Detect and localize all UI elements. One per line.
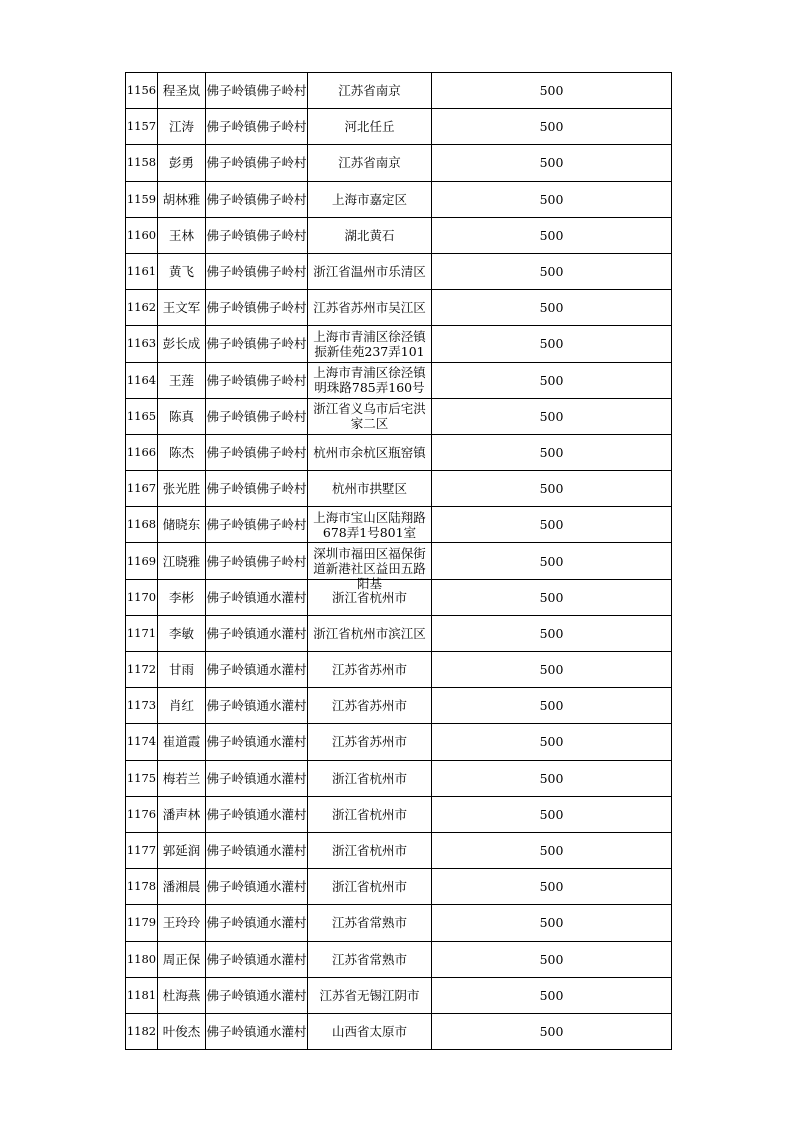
village-name: 佛子岭镇佛子岭村 — [206, 444, 307, 460]
person-name-cell — [158, 543, 206, 579]
amount: 500 — [539, 662, 564, 678]
row-number: 1165 — [126, 408, 157, 423]
row-number-cell — [126, 326, 158, 362]
village-name-cell — [206, 941, 308, 977]
row-number-cell — [126, 145, 158, 181]
amount-cell — [432, 73, 672, 109]
row-number-cell — [126, 217, 158, 253]
address: 浙江省杭州市 — [331, 879, 407, 895]
row-number: 1162 — [126, 300, 157, 315]
village-name: 佛子岭镇佛子岭村 — [206, 553, 307, 569]
person-name: 王林 — [168, 227, 194, 243]
person-name-cell — [158, 434, 206, 470]
village-name: 佛子岭镇佛子岭村 — [206, 481, 307, 497]
address-cell — [308, 217, 432, 253]
table-row — [126, 977, 672, 1013]
address-cell — [308, 471, 432, 507]
address-cell — [308, 434, 432, 470]
amount-cell — [432, 1013, 672, 1049]
amount: 500 — [539, 698, 564, 714]
table-row — [126, 796, 672, 832]
table-row — [126, 217, 672, 253]
amount-cell — [432, 760, 672, 796]
row-number-cell — [126, 507, 158, 543]
table-row — [126, 290, 672, 326]
row-number: 1158 — [126, 155, 157, 170]
village-name-cell — [206, 977, 308, 1013]
village-name: 佛子岭镇佛子岭村 — [206, 372, 307, 388]
village-name-cell — [206, 290, 308, 326]
village-name: 佛子岭镇通水灌村 — [206, 625, 307, 641]
village-name-cell — [206, 615, 308, 651]
row-number-cell — [126, 362, 158, 398]
amount: 500 — [539, 915, 564, 931]
address-cell — [308, 832, 432, 868]
row-number: 1173 — [126, 698, 157, 713]
table-row — [126, 543, 672, 579]
row-number-cell — [126, 543, 158, 579]
row-number-cell — [126, 73, 158, 109]
row-number-cell — [126, 977, 158, 1013]
village-name-cell — [206, 543, 308, 579]
address: 江苏省常熟市 — [331, 915, 407, 931]
amount: 500 — [539, 155, 564, 171]
table-row — [126, 73, 672, 109]
row-number-cell — [126, 471, 158, 507]
village-name: 佛子岭镇佛子岭村 — [206, 155, 307, 171]
amount-cell — [432, 145, 672, 181]
roster-table — [125, 72, 672, 1050]
village-name-cell — [206, 724, 308, 760]
row-number: 1180 — [126, 951, 157, 966]
row-number: 1176 — [126, 806, 157, 821]
village-name: 佛子岭镇通水灌村 — [206, 806, 307, 822]
village-name: 佛子岭镇佛子岭村 — [206, 119, 307, 135]
person-name-cell — [158, 109, 206, 145]
village-name: 佛子岭镇佛子岭村 — [206, 517, 307, 533]
row-number-cell — [126, 398, 158, 434]
amount-cell — [432, 109, 672, 145]
person-name-cell — [158, 471, 206, 507]
row-number-cell — [126, 579, 158, 615]
row-number: 1159 — [126, 191, 157, 206]
village-name-cell — [206, 181, 308, 217]
village-name: 佛子岭镇佛子岭村 — [206, 227, 307, 243]
amount: 500 — [539, 879, 564, 895]
person-name-cell — [158, 326, 206, 362]
amount-cell — [432, 181, 672, 217]
row-number: 1171 — [126, 625, 157, 640]
village-name-cell — [206, 652, 308, 688]
address-cell — [308, 326, 432, 362]
address: 浙江省杭州市 — [331, 806, 407, 822]
address-cell — [308, 977, 432, 1013]
row-number-cell — [126, 652, 158, 688]
address: 江苏省苏州市 — [331, 734, 407, 750]
village-name-cell — [206, 145, 308, 181]
amount-cell — [432, 579, 672, 615]
amount: 500 — [539, 770, 564, 786]
village-name: 佛子岭镇通水灌村 — [206, 1023, 307, 1039]
person-name: 周正保 — [162, 951, 201, 967]
amount: 500 — [539, 408, 564, 424]
amount: 500 — [539, 264, 564, 280]
table-row — [126, 869, 672, 905]
person-name: 彭勇 — [168, 155, 194, 171]
amount-cell — [432, 615, 672, 651]
address: 江苏省无锡江阴市 — [319, 987, 420, 1003]
village-name: 佛子岭镇通水灌村 — [206, 589, 307, 605]
person-name: 程圣岚 — [162, 83, 201, 99]
person-name-cell — [158, 832, 206, 868]
person-name-cell — [158, 688, 206, 724]
village-name: 佛子岭镇通水灌村 — [206, 879, 307, 895]
address: 浙江省杭州市 — [331, 843, 407, 859]
table-row — [126, 253, 672, 289]
village-name: 佛子岭镇通水灌村 — [206, 951, 307, 967]
row-number-cell — [126, 760, 158, 796]
amount: 500 — [539, 589, 564, 605]
village-name: 佛子岭镇通水灌村 — [206, 662, 307, 678]
village-name-cell — [206, 109, 308, 145]
amount: 500 — [539, 1023, 564, 1039]
table-row — [126, 615, 672, 651]
person-name-cell — [158, 905, 206, 941]
table-row — [126, 109, 672, 145]
village-name-cell — [206, 796, 308, 832]
person-name: 彭长成 — [162, 336, 201, 352]
table-row — [126, 724, 672, 760]
row-number: 1172 — [126, 662, 157, 677]
person-name: 郭延润 — [162, 843, 201, 859]
row-number-cell — [126, 905, 158, 941]
address: 浙江省温州市乐清区 — [313, 264, 426, 280]
table-row — [126, 471, 672, 507]
person-name: 储晓东 — [162, 517, 201, 533]
address-cell — [308, 290, 432, 326]
row-number-cell — [126, 253, 158, 289]
address: 杭州市拱墅区 — [331, 481, 407, 497]
row-number-cell — [126, 832, 158, 868]
amount: 500 — [539, 481, 564, 497]
row-number-cell — [126, 290, 158, 326]
amount-cell — [432, 471, 672, 507]
address-cell — [308, 869, 432, 905]
address: 江苏省南京 — [338, 155, 401, 171]
address: 浙江省义乌市后宅洪家二区 — [313, 401, 426, 432]
row-number-cell — [126, 688, 158, 724]
amount: 500 — [539, 336, 564, 352]
person-name-cell — [158, 652, 206, 688]
person-name: 杜海燕 — [162, 987, 201, 1003]
amount: 500 — [539, 191, 564, 207]
amount: 500 — [539, 734, 564, 750]
table-row — [126, 362, 672, 398]
village-name-cell — [206, 362, 308, 398]
row-number: 1177 — [126, 843, 157, 858]
table-row — [126, 579, 672, 615]
amount: 500 — [539, 372, 564, 388]
amount: 500 — [539, 843, 564, 859]
address: 杭州市余杭区瓶窑镇 — [313, 444, 426, 460]
amount-cell — [432, 977, 672, 1013]
address-cell — [308, 615, 432, 651]
person-name: 江涛 — [168, 119, 194, 135]
address: 江苏省常熟市 — [331, 951, 407, 967]
village-name-cell — [206, 688, 308, 724]
row-number-cell — [126, 109, 158, 145]
address: 上海市宝山区陆翔路678弄1号801室 — [313, 509, 426, 540]
address-cell — [308, 145, 432, 181]
address: 山西省太原市 — [331, 1023, 407, 1039]
person-name-cell — [158, 796, 206, 832]
person-name-cell — [158, 507, 206, 543]
address-cell — [308, 905, 432, 941]
row-number: 1166 — [126, 444, 157, 459]
village-name-cell — [206, 905, 308, 941]
person-name: 江晓雅 — [162, 553, 201, 569]
row-number: 1181 — [126, 987, 157, 1002]
amount-cell — [432, 362, 672, 398]
amount-cell — [432, 326, 672, 362]
address-cell — [308, 507, 432, 543]
address-cell — [308, 398, 432, 434]
address-cell — [308, 760, 432, 796]
village-name: 佛子岭镇佛子岭村 — [206, 83, 307, 99]
table-row — [126, 434, 672, 470]
amount: 500 — [539, 119, 564, 135]
village-name-cell — [206, 253, 308, 289]
amount-cell — [432, 398, 672, 434]
village-name-cell — [206, 579, 308, 615]
amount-cell — [432, 796, 672, 832]
address: 深圳市福田区福保街道新港社区益田五路阳基 — [313, 546, 426, 592]
village-name-cell — [206, 471, 308, 507]
amount: 500 — [539, 951, 564, 967]
amount: 500 — [539, 83, 564, 99]
village-name-cell — [206, 398, 308, 434]
amount: 500 — [539, 987, 564, 1003]
person-name-cell — [158, 290, 206, 326]
person-name: 梅若兰 — [162, 770, 201, 786]
village-name: 佛子岭镇通水灌村 — [206, 987, 307, 1003]
village-name: 佛子岭镇通水灌村 — [206, 698, 307, 714]
row-number-cell — [126, 615, 158, 651]
village-name: 佛子岭镇佛子岭村 — [206, 408, 307, 424]
village-name-cell — [206, 217, 308, 253]
address: 江苏省苏州市 — [331, 662, 407, 678]
village-name-cell — [206, 507, 308, 543]
village-name-cell — [206, 869, 308, 905]
row-number: 1178 — [126, 879, 157, 894]
person-name: 王玲玲 — [162, 915, 201, 931]
person-name-cell — [158, 760, 206, 796]
row-number-cell — [126, 869, 158, 905]
address: 江苏省苏州市吴江区 — [313, 300, 426, 316]
address-cell — [308, 724, 432, 760]
row-number: 1174 — [126, 734, 157, 749]
village-name-cell — [206, 832, 308, 868]
address: 江苏省苏州市 — [331, 698, 407, 714]
table-row — [126, 652, 672, 688]
amount: 500 — [539, 444, 564, 460]
address: 浙江省杭州市 — [331, 770, 407, 786]
address-cell — [308, 652, 432, 688]
person-name-cell — [158, 724, 206, 760]
person-name: 叶俊杰 — [162, 1023, 201, 1039]
amount-cell — [432, 941, 672, 977]
row-number-cell — [126, 796, 158, 832]
address: 上海市青浦区徐泾镇振新佳苑237弄101 — [313, 328, 426, 359]
row-number: 1163 — [126, 336, 157, 351]
address-cell — [308, 73, 432, 109]
row-number: 1179 — [126, 915, 157, 930]
address-cell — [308, 253, 432, 289]
address-cell — [308, 941, 432, 977]
person-name: 崔道霞 — [162, 734, 201, 750]
row-number: 1168 — [126, 517, 157, 532]
amount-cell — [432, 832, 672, 868]
amount: 500 — [539, 625, 564, 641]
address-cell — [308, 181, 432, 217]
row-number: 1157 — [126, 119, 157, 134]
person-name: 张光胜 — [162, 481, 201, 497]
amount-cell — [432, 543, 672, 579]
address-cell — [308, 1013, 432, 1049]
row-number: 1156 — [126, 83, 157, 98]
village-name-cell — [206, 73, 308, 109]
amount-cell — [432, 253, 672, 289]
row-number: 1160 — [126, 227, 157, 242]
address: 上海市青浦区徐泾镇明珠路785弄160号 — [313, 365, 426, 396]
amount: 500 — [539, 300, 564, 316]
roster-body — [126, 73, 672, 1050]
table-row — [126, 1013, 672, 1049]
person-name: 王文军 — [162, 300, 201, 316]
amount: 500 — [539, 553, 564, 569]
village-name: 佛子岭镇佛子岭村 — [206, 336, 307, 352]
address: 湖北黄石 — [344, 227, 395, 243]
row-number: 1167 — [126, 481, 157, 496]
village-name: 佛子岭镇通水灌村 — [206, 734, 307, 750]
village-name: 佛子岭镇佛子岭村 — [206, 300, 307, 316]
table-row — [126, 145, 672, 181]
village-name: 佛子岭镇通水灌村 — [206, 770, 307, 786]
person-name: 潘声林 — [162, 806, 201, 822]
person-name: 甘雨 — [168, 662, 194, 678]
person-name: 肖红 — [168, 698, 194, 714]
amount-cell — [432, 652, 672, 688]
person-name-cell — [158, 362, 206, 398]
address-cell — [308, 796, 432, 832]
table-row — [126, 760, 672, 796]
table-row — [126, 832, 672, 868]
amount-cell — [432, 507, 672, 543]
row-number: 1170 — [126, 589, 157, 604]
row-number: 1182 — [126, 1023, 157, 1038]
person-name-cell — [158, 1013, 206, 1049]
row-number: 1161 — [126, 264, 157, 279]
person-name-cell — [158, 73, 206, 109]
address-cell — [308, 543, 432, 592]
person-name-cell — [158, 615, 206, 651]
village-name-cell — [206, 760, 308, 796]
row-number: 1175 — [126, 770, 157, 785]
table-row — [126, 905, 672, 941]
row-number-cell — [126, 434, 158, 470]
address-cell — [308, 688, 432, 724]
person-name: 黄飞 — [168, 264, 194, 280]
row-number-cell — [126, 1013, 158, 1049]
amount-cell — [432, 869, 672, 905]
row-number-cell — [126, 941, 158, 977]
village-name-cell — [206, 1013, 308, 1049]
amount-cell — [432, 217, 672, 253]
table-row — [126, 688, 672, 724]
person-name: 潘湘晨 — [162, 879, 201, 895]
amount-cell — [432, 724, 672, 760]
person-name: 陈真 — [168, 408, 194, 424]
person-name-cell — [158, 217, 206, 253]
person-name: 胡林雅 — [162, 191, 201, 207]
address: 浙江省杭州市滨江区 — [313, 625, 426, 641]
person-name-cell — [158, 145, 206, 181]
village-name: 佛子岭镇通水灌村 — [206, 843, 307, 859]
amount: 500 — [539, 227, 564, 243]
row-number: 1169 — [126, 553, 157, 568]
amount-cell — [432, 434, 672, 470]
amount-cell — [432, 905, 672, 941]
table-row — [126, 398, 672, 434]
row-number-cell — [126, 181, 158, 217]
row-number: 1164 — [126, 372, 157, 387]
village-name-cell — [206, 434, 308, 470]
person-name: 陈杰 — [168, 444, 194, 460]
person-name: 李敏 — [168, 625, 194, 641]
amount: 500 — [539, 806, 564, 822]
person-name-cell — [158, 181, 206, 217]
person-name-cell — [158, 869, 206, 905]
amount-cell — [432, 290, 672, 326]
person-name-cell — [158, 398, 206, 434]
village-name: 佛子岭镇佛子岭村 — [206, 264, 307, 280]
village-name: 佛子岭镇佛子岭村 — [206, 191, 307, 207]
person-name-cell — [158, 941, 206, 977]
person-name: 李彬 — [168, 589, 194, 605]
row-number-cell — [126, 724, 158, 760]
table-row — [126, 941, 672, 977]
person-name: 王莲 — [168, 372, 194, 388]
table-row — [126, 181, 672, 217]
address: 江苏省南京 — [338, 83, 401, 99]
person-name-cell — [158, 579, 206, 615]
village-name: 佛子岭镇通水灌村 — [206, 915, 307, 931]
address: 浙江省杭州市 — [331, 589, 407, 605]
village-name-cell — [206, 326, 308, 362]
amount-cell — [432, 688, 672, 724]
address-cell — [308, 109, 432, 145]
address-cell — [308, 362, 432, 398]
address: 上海市嘉定区 — [331, 191, 407, 207]
address: 河北任丘 — [344, 119, 395, 135]
person-name-cell — [158, 253, 206, 289]
person-name-cell — [158, 977, 206, 1013]
amount: 500 — [539, 517, 564, 533]
table-row — [126, 507, 672, 543]
table-row — [126, 326, 672, 362]
